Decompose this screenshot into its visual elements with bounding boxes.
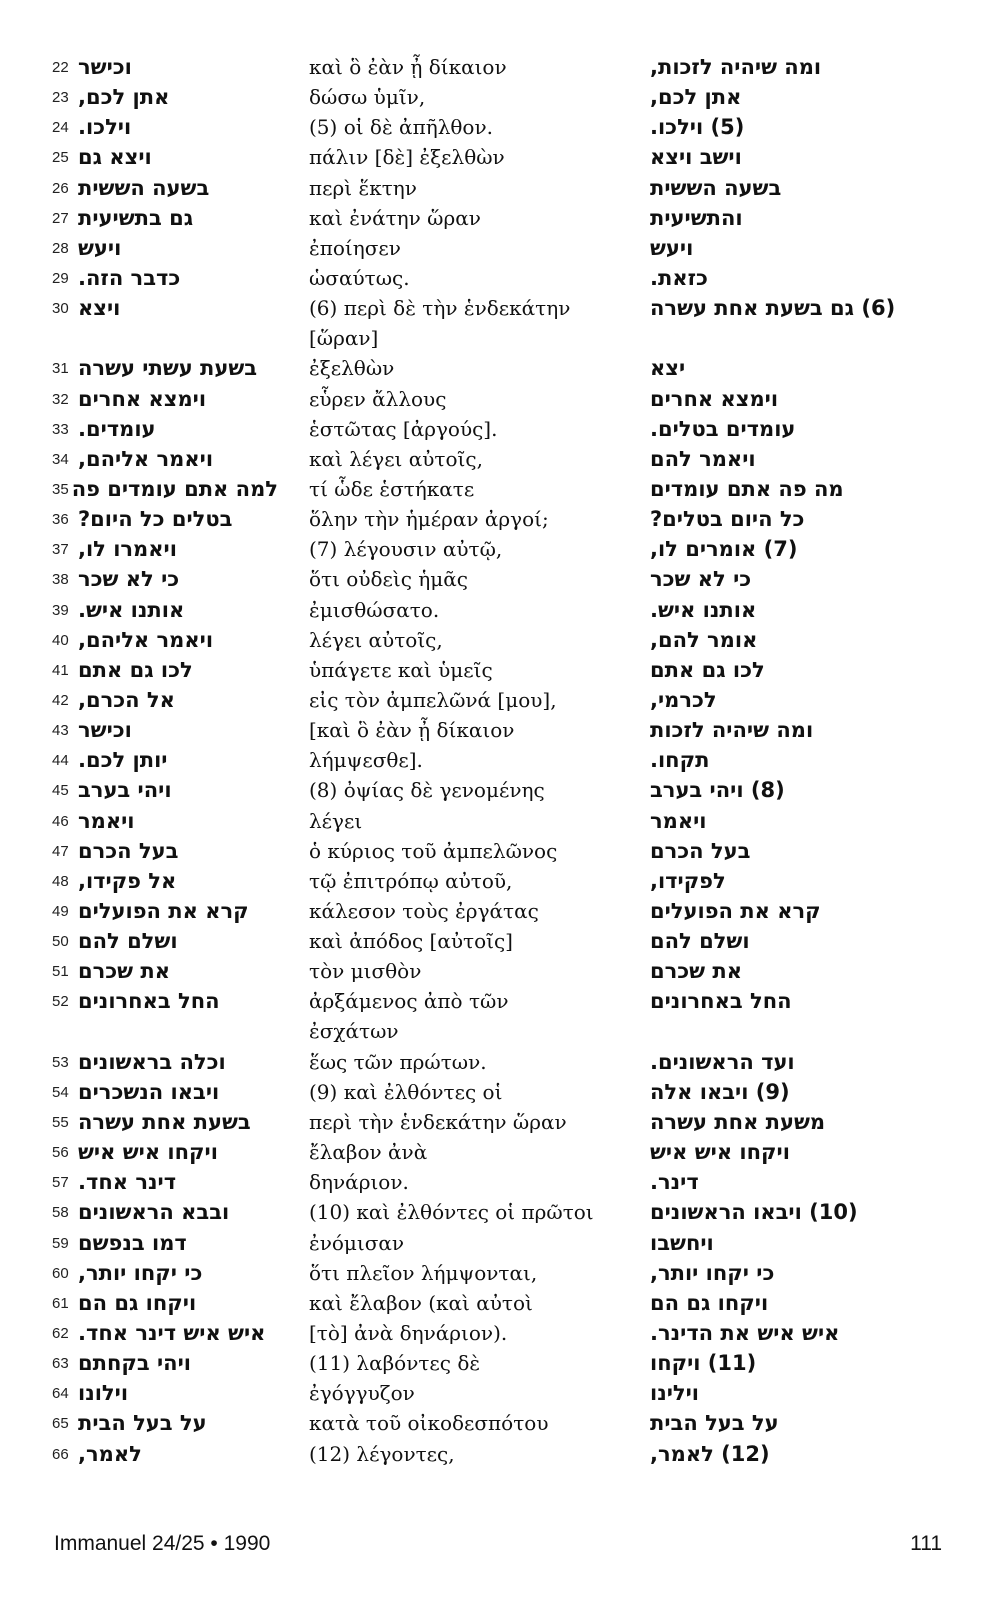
line-number: 46 [52, 812, 69, 830]
hebrew-translation-b: משעת אחת עשרה [650, 1109, 826, 1134]
verse-row [0, 205, 1000, 235]
verse-row [0, 446, 1000, 476]
verse-row [0, 1079, 1000, 1109]
hebrew-translation-a: איש איש דינר אחד. [78, 1320, 266, 1345]
hebrew-translation-a: וכישר [78, 718, 132, 743]
verse-row [0, 1109, 1000, 1139]
greek-text: ὅλην τὴν ἡμέραν ἀργοί; [309, 507, 549, 532]
greek-text: (12) λέγοντες, [309, 1441, 455, 1466]
hebrew-translation-a: בעל הכרם [78, 838, 179, 863]
verse-row [0, 295, 1000, 355]
hebrew-translation-b: (11) ויקחו [650, 1351, 757, 1376]
verse-row [0, 898, 1000, 928]
line-number: 43 [52, 722, 69, 740]
greek-text: καὶ ἀπόδος [αὐτοῖς] [309, 929, 513, 954]
hebrew-translation-b: ועד הראשונים. [650, 1049, 795, 1074]
greek-text: [τὸ] ἀνὰ δηνάριον). [309, 1320, 508, 1345]
line-number: 53 [52, 1053, 69, 1071]
verse-row [0, 1290, 1000, 1320]
line-number: 32 [52, 390, 69, 408]
line-number: 57 [52, 1174, 69, 1192]
hebrew-translation-a: לאמר, [78, 1441, 142, 1466]
hebrew-translation-a: על בעל הבית [78, 1411, 207, 1436]
verse-row [0, 1380, 1000, 1410]
line-number: 64 [52, 1385, 69, 1403]
verse-row [0, 747, 1000, 777]
verse-row [0, 386, 1000, 416]
verse-row [0, 84, 1000, 114]
hebrew-translation-a: וילכו. [78, 115, 132, 140]
greek-text: δώσω ὑμῖν, [309, 85, 426, 110]
greek-text: ἕως τῶν πρώτων. [309, 1049, 487, 1074]
verse-row [0, 777, 1000, 807]
verse-row [0, 114, 1000, 144]
verse-row [0, 416, 1000, 446]
verse-row [0, 1441, 1000, 1471]
verse-row [0, 928, 1000, 958]
parallel-text-table [0, 54, 1000, 1471]
line-number: 34 [52, 450, 69, 468]
line-number: 36 [52, 511, 69, 529]
hebrew-translation-a: ויאמר אליהם, [78, 446, 214, 471]
greek-text: ἐξελθὼν [309, 356, 395, 381]
hebrew-translation-a: אל פקידו, [78, 868, 177, 893]
line-number: 52 [52, 993, 69, 1011]
verse-row [0, 1320, 1000, 1350]
hebrew-translation-a: וכלה בראשונים [78, 1049, 226, 1074]
line-number: 22 [52, 59, 69, 76]
line-number: 47 [52, 842, 69, 860]
line-number: 59 [52, 1234, 69, 1252]
hebrew-translation-a: אותנו איש. [78, 597, 185, 622]
line-number: 27 [52, 209, 69, 227]
hebrew-translation-a: ויאמר אליהם, [78, 627, 214, 652]
hebrew-translation-b: בשעה הששית [650, 175, 782, 200]
hebrew-translation-b: לכרמי, [650, 687, 717, 712]
hebrew-translation-a: ויבאו הנשכרים [78, 1079, 220, 1104]
greek-text: εὗρεν ἄλλους [309, 386, 447, 411]
greek-text: (10) καὶ ἐλθόντες οἱ πρῶτοι [309, 1200, 594, 1225]
line-number: 45 [52, 782, 69, 800]
line-number: 40 [52, 631, 69, 649]
greek-text: τί ὧδε ἑστήκατε [309, 476, 475, 501]
line-number: 56 [52, 1144, 69, 1162]
hebrew-translation-a: ויקחו איש איש [78, 1140, 218, 1165]
greek-text: καὶ ὃ ἐὰν ᾖ δίκαιον [309, 55, 507, 79]
hebrew-translation-b: כזאת. [650, 265, 708, 290]
line-number: 33 [52, 420, 69, 438]
hebrew-translation-a: לכו גם אתם [78, 657, 193, 682]
hebrew-translation-b: (7) אומרים לו, [650, 537, 798, 562]
line-number: 39 [52, 601, 69, 619]
line-number: 41 [52, 661, 69, 679]
line-number: 61 [52, 1294, 69, 1312]
line-number: 37 [52, 541, 69, 559]
hebrew-translation-b: (5) וילכו. [650, 115, 745, 140]
page-number: 111 [910, 1532, 942, 1555]
hebrew-translation-a: כדבר הזה. [78, 265, 181, 290]
verse-row [0, 1199, 1000, 1229]
hebrew-translation-a: ויאמר [78, 808, 135, 833]
hebrew-translation-b: וימצא אחרים [650, 386, 779, 411]
greek-text: (7) λέγουσιν αὐτῷ, [309, 537, 503, 562]
greek-text: τῷ ἐπιτρόπῳ αὐτοῦ, [309, 868, 513, 893]
line-number: 65 [52, 1415, 69, 1433]
line-number: 50 [52, 933, 69, 951]
hebrew-translation-a: בטלים כל היום? [78, 507, 233, 532]
hebrew-translation-b: תקחו. [650, 748, 710, 773]
hebrew-translation-b: (6) גם בשעת אחת עשרה [650, 296, 896, 321]
line-number: 35 [52, 480, 69, 498]
greek-text: (5) οἱ δὲ ἀπῆλθον. [309, 115, 493, 140]
hebrew-translation-a: אתן לכם, [78, 85, 170, 110]
greek-text: λέγει [309, 808, 363, 833]
verse-row [0, 838, 1000, 868]
greek-text: ἐποίησεν [309, 235, 401, 260]
hebrew-translation-b: החל באחרונים [650, 989, 792, 1014]
hebrew-translation-a: כי יקחו יותר, [78, 1260, 203, 1285]
hebrew-translation-b: אותנו איש. [650, 597, 757, 622]
hebrew-translation-b: לכו גם אתם [650, 657, 765, 682]
hebrew-translation-b: (9) ויבאו אלה [650, 1079, 790, 1104]
hebrew-translation-b: קרא את הפועלים [650, 898, 821, 923]
line-number: 31 [52, 360, 69, 378]
line-number: 23 [52, 89, 69, 107]
greek-text: περὶ τὴν ἑνδεκάτην ὥραν [309, 1109, 567, 1134]
hebrew-translation-b: (12) לאמר, [650, 1441, 770, 1466]
hebrew-translation-a: ויעש [78, 235, 122, 260]
hebrew-translation-b: (10) ויבאו הראשונים [650, 1200, 858, 1225]
hebrew-translation-a: דמו בנפשם [78, 1230, 187, 1255]
hebrew-translation-a: למה אתם עומדים פה [71, 476, 278, 501]
greek-text: περὶ ἕκτην [309, 175, 417, 200]
greek-text: ὑπάγετε καὶ ὑμεῖς [309, 657, 493, 682]
journal-footer: Immanuel 24/25 • 1990 [54, 1532, 271, 1555]
hebrew-translation-b: ויעש [650, 235, 694, 260]
line-number: 26 [52, 179, 69, 197]
greek-text: καὶ ἐνάτην ὥραν [309, 205, 481, 230]
line-number: 29 [52, 269, 69, 287]
greek-text: (6) περὶ δὲ τὴν ἑνδεκάτην [309, 296, 571, 321]
greek-text: τὸν μισθὸν [309, 959, 422, 984]
hebrew-translation-b: איש איש את הדינר. [650, 1320, 840, 1345]
hebrew-translation-a: וכישר [78, 55, 132, 79]
hebrew-translation-b: (8) ויהי בערב [650, 778, 785, 803]
hebrew-translation-a: ויהי בקחתם [78, 1351, 191, 1376]
hebrew-translation-b: בעל הכרם [650, 838, 751, 863]
verse-row [0, 868, 1000, 898]
hebrew-translation-a: את שכרם [78, 959, 171, 984]
hebrew-translation-a: בשעת עשתי עשרה [78, 356, 258, 381]
line-number: 63 [52, 1355, 69, 1373]
verse-row [0, 1049, 1000, 1079]
hebrew-translation-b: ויקחו איש איש [650, 1140, 790, 1165]
line-number: 30 [52, 300, 69, 318]
hebrew-translation-a: גם בתשיעית [78, 205, 194, 230]
verse-row [0, 1230, 1000, 1260]
hebrew-translation-b: ויחשבו [650, 1230, 714, 1255]
hebrew-translation-a: בשעת אחת עשרה [78, 1109, 251, 1134]
greek-text: πάλιν [δὲ] ἐξελθὼν [309, 145, 505, 170]
hebrew-translation-b: כי לא שכר [650, 567, 752, 592]
hebrew-translation-a: וימצא אחרים [78, 386, 207, 411]
line-number: 48 [52, 872, 69, 890]
hebrew-translation-a: ויצא [78, 296, 121, 321]
line-number: 49 [52, 902, 69, 920]
hebrew-translation-a: וילונו [78, 1381, 129, 1406]
hebrew-translation-a: החל באחרונים [78, 989, 220, 1014]
verse-row [0, 597, 1000, 627]
hebrew-translation-a: עומדים. [78, 416, 156, 441]
hebrew-translation-b: עומדים בטלים. [650, 416, 796, 441]
line-number: 24 [52, 119, 69, 137]
greek-text: καὶ λέγει αὐτοῖς, [309, 446, 483, 471]
greek-text: κατὰ τοῦ οἰκοδεσπότου [309, 1411, 549, 1436]
line-number: 58 [52, 1204, 69, 1222]
greek-text: κάλεσον τοὺς ἐργάτας [309, 898, 539, 923]
hebrew-translation-a: אל הכרם, [78, 687, 175, 712]
verse-row [0, 657, 1000, 687]
verse-row [0, 808, 1000, 838]
line-number: 28 [52, 239, 69, 257]
greek-text: (9) καὶ ἐλθόντες οἱ [309, 1079, 503, 1104]
hebrew-translation-b: יצא [650, 356, 686, 381]
greek-text-continued: [ὥραν] [309, 326, 379, 351]
hebrew-translation-a: יותן לכם. [78, 748, 168, 773]
greek-text: ὡσαύτως. [309, 265, 410, 290]
greek-text: δηνάριον. [309, 1170, 409, 1195]
greek-text: ὁ κύριος τοῦ ἀμπελῶνος [309, 838, 558, 863]
verse-row [0, 1169, 1000, 1199]
hebrew-translation-b: על בעל הבית [650, 1411, 779, 1436]
line-number: 44 [52, 752, 69, 770]
line-number: 66 [52, 1445, 69, 1463]
greek-text: ἀρξάμενος ἀπὸ τῶν [309, 989, 509, 1014]
verse-row [0, 627, 1000, 657]
line-number: 38 [52, 571, 69, 589]
greek-text: ὅτι πλεῖον λήμψονται, [309, 1260, 538, 1285]
hebrew-translation-b: וילינו [650, 1381, 700, 1406]
verse-row [0, 566, 1000, 596]
greek-text: ἔλαβον ἀνὰ [309, 1140, 428, 1165]
hebrew-translation-a: ויאמרו לו, [78, 537, 177, 562]
greek-text-continued: ἐσχάτων [309, 1019, 399, 1044]
line-number: 55 [52, 1113, 69, 1131]
verse-row [0, 265, 1000, 295]
greek-text: (8) ὀψίας δὲ γενομένης [309, 778, 545, 803]
hebrew-translation-a: דינר אחד. [78, 1170, 177, 1195]
verse-row [0, 506, 1000, 536]
greek-text: ἑστῶτας [ἀργούς]. [309, 416, 498, 441]
verse-row [0, 1350, 1000, 1380]
verse-row [0, 717, 1000, 747]
hebrew-translation-b: ויקחו גם הם [650, 1290, 769, 1315]
hebrew-translation-a: ויקחו גם הם [78, 1290, 197, 1315]
greek-text: ἐνόμισαν [309, 1230, 405, 1255]
hebrew-translation-b: אתן לכם, [650, 85, 742, 110]
hebrew-translation-a: קרא את הפועלים [78, 898, 249, 923]
hebrew-translation-a: ויהי בערב [78, 778, 172, 803]
hebrew-translation-b: אומר להם, [650, 627, 758, 652]
greek-text: ἐμισθώσατο. [309, 597, 440, 622]
verse-row [0, 175, 1000, 205]
verse-row [0, 536, 1000, 566]
hebrew-translation-b: כל היום בטלים? [650, 507, 805, 532]
greek-text: ὅτι οὐδεὶς ἡμᾶς [309, 567, 468, 592]
greek-text: εἰς τὸν ἀμπελῶνά [μου], [309, 687, 557, 712]
verse-row [0, 1260, 1000, 1290]
greek-text: λήμψεσθε]. [309, 748, 423, 773]
verse-row [0, 1410, 1000, 1440]
hebrew-translation-b: ויאמר [650, 808, 707, 833]
hebrew-translation-b: והתשיעית [650, 205, 743, 230]
hebrew-translation-b: ומה שיהיה לזכות [650, 718, 814, 743]
hebrew-translation-a: ובבא הראשונים [78, 1200, 230, 1225]
greek-text: (11) λαβόντες δὲ [309, 1351, 481, 1376]
hebrew-translation-b: וישב ויצא [650, 145, 742, 170]
hebrew-translation-a: בשעה הששית [78, 175, 210, 200]
line-number: 51 [52, 963, 69, 981]
verse-row [0, 1139, 1000, 1169]
hebrew-translation-b: כי יקחו יותר, [650, 1260, 775, 1285]
line-number: 54 [52, 1083, 69, 1101]
hebrew-translation-b: את שכרם [650, 959, 743, 984]
verse-row [0, 988, 1000, 1048]
hebrew-translation-b: ומה שיהיה לזכות, [650, 55, 822, 79]
greek-text: λέγει αὐτοῖς, [309, 627, 443, 652]
line-number: 62 [52, 1324, 69, 1342]
line-number: 42 [52, 691, 69, 709]
verse-row [0, 54, 1000, 84]
hebrew-translation-a: כי לא שכר [78, 567, 180, 592]
hebrew-translation-b: ושלם להם [650, 929, 750, 954]
hebrew-translation-b: ויאמר להם [650, 446, 756, 471]
greek-text: ἐγόγγυζον [309, 1381, 415, 1406]
hebrew-translation-a: ושלם להם [78, 929, 178, 954]
hebrew-translation-b: מה פה אתם עומדים [650, 476, 844, 501]
verse-row [0, 235, 1000, 265]
greek-text: καὶ ἔλαβον (καὶ αὐτοὶ [309, 1290, 533, 1315]
line-number: 60 [52, 1264, 69, 1282]
greek-text: [καὶ ὃ ἐὰν ᾖ δίκαιον [309, 718, 515, 743]
verse-row [0, 958, 1000, 988]
verse-row [0, 355, 1000, 385]
hebrew-translation-b: דינר. [650, 1170, 699, 1195]
verse-row [0, 144, 1000, 174]
line-number: 25 [52, 149, 69, 167]
hebrew-translation-a: ויצא גם [78, 145, 152, 170]
verse-row [0, 687, 1000, 717]
verse-row [0, 476, 1000, 506]
hebrew-translation-b: לפקידו, [650, 868, 726, 893]
